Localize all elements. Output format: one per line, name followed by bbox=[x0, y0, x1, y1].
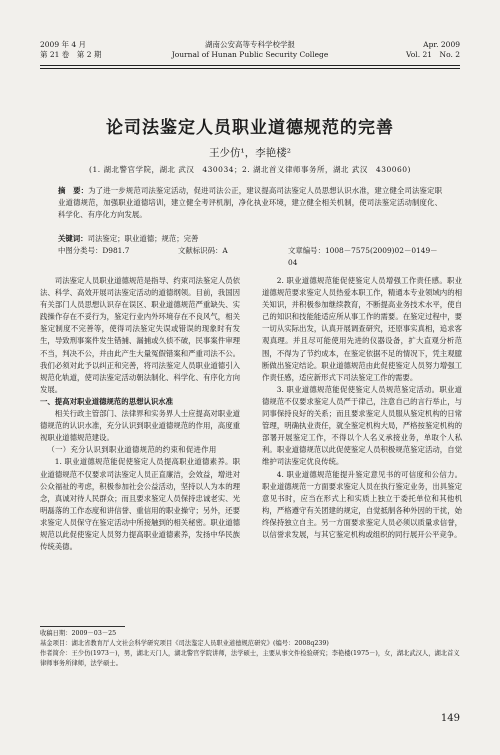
body-paragraph: 2. 职业道德规范能促使鉴定人员增强工作责任感。职业道德规范要求鉴定人员热爱本职工作，精通本专业领域内的相关知识，并积极参加继续教育，不断提高业务技术水平，使自己的知识和技能能适应所从事工作的需要。在鉴定过程中，要一切从实际出发，认真开展调查研究，还原事实真相，追求客观真理。并且尽可能使用先进的仪器设备，扩大直观分析范围，不得为了节约成本，在鉴定依据不足的情况下，凭主观臆断做出鉴定结论。职业道德规范由此促使鉴定人员努力增强工作责任感，适应新形式下司法鉴定工作的需要。 bbox=[262, 276, 462, 382]
header-date: 2009 年 4 月 bbox=[40, 40, 87, 49]
author-affiliation: (1. 湖北警官学院，湖北 武汉 430034；2. 湖北首义律师事务所，湖北 武汉 430060) bbox=[89, 165, 411, 174]
body-paragraph: 3. 职业道德规范能促使鉴定人员规范鉴定活动。职业道德规范不仅要求鉴定人员严于律己，注意自己的言行举止，与同事保持良好的关系；而且要求鉴定人员服从鉴定机构的日常管理，明确执业责任，就全鉴定机构大局，严格按鉴定机构的部署开展鉴定工作，不得以个人名义承接业务，单取个人私利。职业道德规范以此促使鉴定人员积极规范鉴定活动，自觉维护司法鉴定优良传统。 bbox=[262, 384, 462, 467]
section-heading: 一、提高对职业道德规范的思想认识水准 bbox=[40, 396, 174, 406]
footnote-rule bbox=[40, 626, 125, 627]
footnote-received: 收稿日期：2009－03－25 bbox=[40, 630, 117, 637]
abstract-label: 摘 要： bbox=[58, 186, 89, 195]
keywords-text: 司法鉴定；职业道德；规范；完善 bbox=[87, 234, 199, 243]
header-date-en: Apr. 2009 bbox=[423, 40, 460, 49]
abstract bbox=[58, 185, 442, 221]
body-paragraph: 4. 职业道德规范能提升鉴定意见书的可信度和公信力。职业道德规范一方面要求鉴定人员在执行鉴定业务，出具鉴定意见书时，应当在形式上和实质上独立于委托单位和其他机构，严格遵守有关团建的规定，自觉抵制各种外因的干扰，始终保持独立自主。另一方面要求鉴定人员必须以质量求信誉，以信誉求发展，与其它鉴定机构或组织的同行展开公平竞争。 bbox=[262, 469, 462, 539]
page-number: 149 bbox=[440, 713, 460, 724]
running-header bbox=[40, 40, 460, 62]
body-paragraph: 相关行政主管部门、法律界和实务界人士应提高对职业道德规范的认识水准，充分认识到职业道德规范的作用，高度重视职业道德规范建设。 bbox=[40, 409, 240, 443]
journal-name-cn: 湖南公安高等专科学校学报 bbox=[205, 40, 295, 49]
abstract-text: 为了进一步规范司法鉴定活动，促进司法公正，建议提高司法鉴定人员思想认识水准，建立健全司法鉴定职业道德规范，加强职业道德培训，建立健全考评机制，净化执业环境，建立健全相关机制，使司法鉴定活动制度化、科学化、有序化方向发展。 bbox=[58, 186, 442, 219]
article-authors: 王少仿¹，李艳楼² bbox=[209, 147, 291, 159]
header-volume-en: Vol. 21 No. 2 bbox=[406, 50, 460, 59]
header-rule-thin bbox=[40, 68, 460, 69]
header-center bbox=[40, 40, 460, 60]
article-number: 文章编号：1008－7575(2009)02－0149－04 bbox=[288, 246, 438, 267]
article-title: 论司法鉴定人员职业道德规范的完善 bbox=[106, 118, 394, 138]
footnote-author-info: 作者简介：王少仿(1973－)，男，湖北天门人，湖北警官学院讲师，法学硕士，主要从事文件检验研究；李艳楼(1975－)，女，湖北武汉人，湖北首义律师事务所律师，法学硕士。 bbox=[40, 650, 460, 667]
body-paragraph: 司法鉴定人员职业道德规范是指导、约束司法鉴定人员依法、科学、高效开展司法鉴定活动的道德纲领。目前，我国因有关部门人员思想认识存在误区、职业道德规范严重缺失、实践操作存在不妥行为，鉴定行业内外环境存在不良风气，相关鉴定制度不完善等，使得司法鉴定失误或错误的现象时有发生，导致刑事案件发生错捕、漏捕或久侦不破，民事案件审理不当，判决不公，并由此产生大量冤假错案和严重司法不公。我们必须对此予以纠正和完善，将司法鉴定人员职业道德引入规范化轨道，使司法鉴定活动朝法制化、科学化、有序化方向发展。 bbox=[40, 276, 240, 394]
footnote bbox=[40, 629, 460, 669]
section-heading: （一）充分认识到职业道德规范的约束和促进作用 bbox=[47, 445, 217, 455]
body-column-left bbox=[40, 275, 240, 553]
header-volume-cn: 第 21 卷 第 2 期 bbox=[40, 50, 102, 59]
keywords-label: 关键词： bbox=[58, 234, 88, 243]
document-code: 文献标识码：A bbox=[178, 246, 228, 255]
body-column-right bbox=[262, 275, 462, 541]
keywords bbox=[58, 233, 442, 245]
header-right bbox=[406, 40, 460, 60]
clc-number: 中图分类号：D981.7 bbox=[58, 246, 130, 255]
footnote-fund: 基金项目：湖北省教育厅人文社会科学研究项目《司法鉴定人员职业道德规范研究》(编号：2008q239) bbox=[40, 640, 329, 647]
header-rule-thick bbox=[40, 65, 460, 66]
journal-name-en: Journal of Hunan Public Security College bbox=[171, 50, 329, 59]
body-paragraph: 1. 职业道德规范能促使鉴定人员提高职业道德素养。职业道德规范不仅要求司法鉴定人员正直廉洁，会效益，增进对公众福祉的考虑，积极参加社会公益活动，坚持以人为本的理念，真诚对待人民群众；而且要求鉴定人员保持忠诚老实、光明磊落的工作态度和讲信誉、重信用的职业操守；另外，还要求鉴定人员保守在鉴定活动中所接触到的相关秘密。职业道德规范以此促使鉴定人员努力提高职业道德素养，发扬中华民族传统美德。 bbox=[40, 457, 240, 552]
